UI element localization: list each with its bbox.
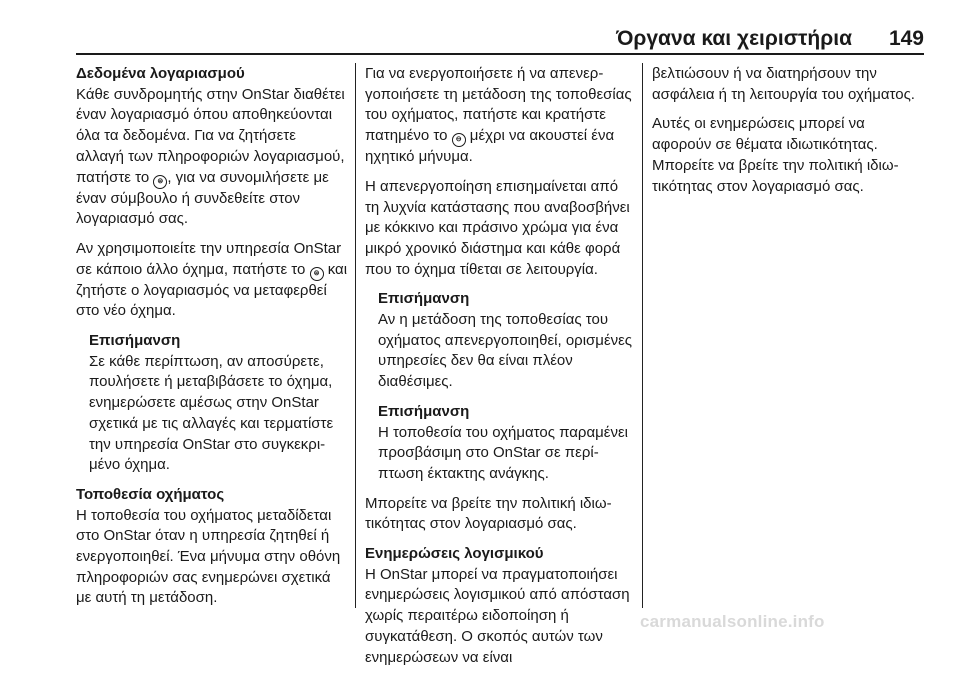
note-text: Αν η μετάδοση της τοποθεσίας του οχήματος απενεργοποιηθεί, ορισμένες υπηρεσίες δεν θα είναι πλέον διαθέσιμες. [378,311,633,391]
section-heading-account-data: Δεδομένα λογαριασμού [76,65,245,82]
column-divider-2 [642,63,643,608]
paragraph-toggle-location [365,64,635,168]
onstar-service-icon: ⊜ [310,267,324,281]
paragraph-update-purpose: βελτιώσουν ή να διατηρήσουν την ασφάλεια ή τη λειτουργία του οχήματος. [652,65,915,103]
column-2 [365,64,635,677]
note-title: Επισήμανση [89,332,181,350]
column-1 [76,64,348,618]
section-heading-vehicle-location: Τοποθεσία οχήματος [76,485,225,503]
text-segment: Αν χρησιμοποιείτε την υπηρεσία OnStar σε κάποιο άλλο όχημα, πατήστε το [76,239,342,278]
text-segment: και ζητήστε ο λογαριασμός να μεταφερθεί στο νέο όχημα. [76,260,348,320]
note-title: Επισήμανση [378,290,470,308]
page-number: 149 [888,27,924,50]
paragraph-privacy-policy: Μπορείτε να βρείτε την πολιτική ιδιωτικότητας στον λογαριασμό σας. [365,494,612,533]
page-title: Όργανα και χειριστήρια [616,27,852,50]
onstar-service-icon: ⊜ [153,175,167,189]
note-block-1 [89,331,348,476]
header-rule [76,53,924,55]
note-text: Η τοποθεσία του οχήματος παραμένει προσβάσιμη στο OnStar σε περίπτωση έκτακτης ανάγκης. [378,423,628,482]
page-header [76,0,924,53]
watermark-text: carmanualsonline.info [640,612,825,631]
paragraph-other-vehicle [76,239,348,322]
column-divider-1 [355,63,356,608]
paragraph-software-updates: Η OnStar μπορεί να πραγματοποιήσει ενημερώσεις λογισμικού από απόσταση χωρίς περαιτέρω ειδοποίηση ή συγκατάθεση. Ο σκοπός αυτών των ενημερώσεων να είναι [365,565,630,666]
note-block-2 [378,289,635,393]
text-segment: , για να συνομιλήσετε με έναν σύμβουλο ή συνδεθείτε στον λογαριασμό σας. [76,168,329,228]
paragraph-update-privacy: Αυτές οι ενημερώσεις μπορεί να αφορούν σε θέματα ιδιωτικότητας. Μπορείτε να βρείτε την πολιτική ιδιωτικότητας στον λογαριασμό σας. [652,115,899,195]
column-3 [652,64,924,206]
paragraph-account-info [76,85,348,230]
note-text: Σε κάθε περίπτωση, αν αποσύρετε, πουλήσετε ή μεταβιβάσετε το όχημα, ενημερώσετε αμέσως στην OnStar σχετικά με τις αλλαγές και τερματίστε την υπηρεσία OnStar στο συγκεκριμένο όχημα. [89,352,334,474]
section-heading-software-updates: Ενημερώσεις λογισμικού [365,545,544,563]
text-segment: Κάθε συνδρομητής στην OnStar διαθέτει έναν λογαριασμό όπου αποθηκεύονται όλα τα δεδομένα. Για να ζητήσετε αλλαγή των πληροφοριών λογαριασμού, πατήστε το [76,85,345,186]
note-block-3 [378,402,635,485]
text-segment: μέχρι να ακουστεί ένα ηχητικό μήνυμα. [365,127,615,166]
paragraph-location-transmit: Η τοποθεσία του οχήματος μεταδίδεται στο OnStar όταν η υπηρεσία ζητηθεί ή ενεργοποιηθεί. Ένα μήνυμα στην οθόνη πληροφοριών σας ενημερώνει σχετικά με αυτή τη μετάδοση. [76,506,341,607]
paragraph-deactivation-indicator: Η απενεργοποίηση επισημαίνεται από τη λυχνία κατάστασης που αναβοσβήνει με κόκκινο και πράσινο χρώμα για ένα μικρό χρονικό διάστημα και κάθε φορά που το όχημα τίθεται σε λειτουργία. [365,177,630,278]
note-title: Επισήμανση [378,402,470,420]
text-segment: Για να ενεργοποιήσετε ή να απενεργοποιήσετε τη μετάδοση της τοποθεσίας του οχήματος, πατήστε και κρατήστε πατημένο το [365,65,632,145]
onstar-voice-icon: ⊖ [452,133,466,147]
